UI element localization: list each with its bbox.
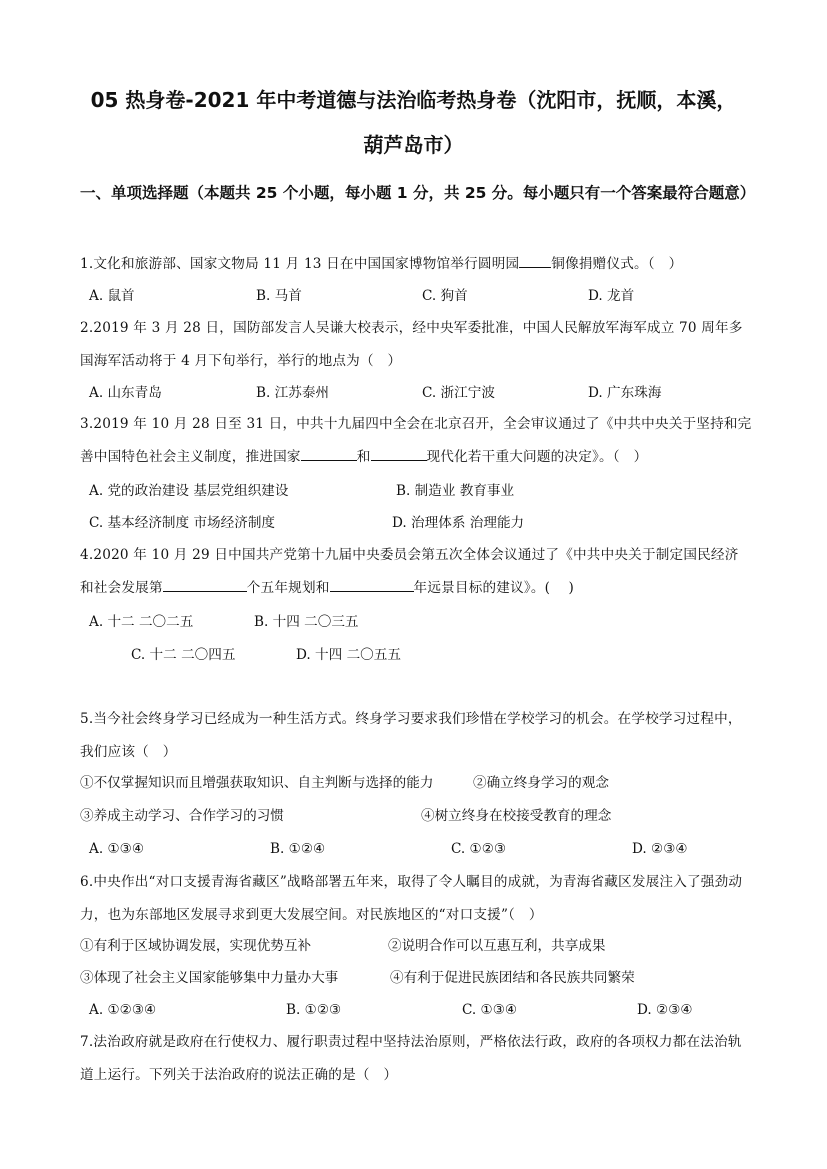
question-5-option-a: A. ①③④ bbox=[89, 841, 145, 857]
question-2-option-d: D. 广东珠海 bbox=[588, 385, 662, 401]
question-6-option-b: B. ①②③ bbox=[286, 1002, 342, 1018]
question-3-option-d: D. 治理体系 治理能力 bbox=[392, 515, 525, 531]
question-5-statement-2: ②确立终身学习的观念 bbox=[473, 775, 609, 791]
question-6-stem: 6.中央作出“对口支援青海省藏区”战略部署五年来，取得了令人瞩目的成就，为青海省藏区发展注入了强劲动力，也为东部地区发展寻求到更大发展空间。对民族地区的“对口支援”（ ） bbox=[80, 874, 743, 923]
question-6-option-c: C. ①③④ bbox=[462, 1002, 518, 1018]
question-6-option-a: A. ①②③④ bbox=[89, 1002, 157, 1018]
question-2-option-a: A. 山东青岛 bbox=[89, 385, 162, 401]
question-1-option-a: A. 鼠首 bbox=[89, 288, 135, 304]
question-1-option-b: B. 马首 bbox=[256, 288, 302, 304]
question-5-option-b: B. ①②④ bbox=[270, 841, 326, 857]
question-3-stem-part-c: 现代化若干重大问题的决定》。（ ） bbox=[426, 449, 648, 465]
question-3-option-c: C. 基本经济制度 市场经济制度 bbox=[89, 515, 276, 531]
question-1-option-c: C. 狗首 bbox=[422, 288, 468, 304]
question-7-stem: 7.法治政府就是政府在行使权力、履行职责过程中坚持法治原则，严格依法行政，政府的各项权力都在法治轨道上运行。下列关于法治政府的说法正确的是（ ） bbox=[80, 1034, 742, 1083]
question-3-option-b: B. 制造业 教育事业 bbox=[396, 483, 515, 499]
question-4-option-b: B. 十四 二〇三五 bbox=[254, 614, 359, 630]
question-6-statement-2: ②说明合作可以互惠互利，共享成果 bbox=[388, 938, 606, 954]
document-title-line2: 葫芦岛市） bbox=[363, 133, 464, 157]
question-3-option-a: A. 党的政治建设 基层党组织建设 bbox=[89, 483, 289, 499]
question-4-stem bbox=[80, 539, 752, 605]
question-2-stem: 2.2019 年 3 月 28 日，国防部发言人吴谦大校表示，经中央军委批准，中国人民解放军海军成立 70 周年多国海军活动将于 4 月下旬举行，举行的地点为（ ） bbox=[80, 320, 743, 369]
question-5-statement-1: ①不仅掌握知识而且增强获取知识、自主判断与选择的能力 bbox=[80, 775, 434, 791]
answer-blank bbox=[371, 446, 427, 461]
question-5-statement-4: ④树立终身在校接受教育的理念 bbox=[421, 808, 612, 824]
question-1-option-d: D. 龙首 bbox=[588, 288, 635, 304]
question-5-statement-3: ③养成主动学习、合作学习的习惯 bbox=[80, 808, 284, 824]
section-heading: 一、单项选择题（本题共 25 个小题，每小题 1 分，共 25 分。每小题只有一个答案最符合题意） bbox=[80, 184, 756, 202]
question-4-option-d: D. 十四 二〇五五 bbox=[296, 647, 401, 663]
question-5-stem: 5.当今社会终身学习已经成为一种生活方式。终身学习要求我们珍惜在学校学习的机会。在学校学习过程中，我们应该（ ） bbox=[80, 711, 742, 760]
question-6-option-d: D. ②③④ bbox=[637, 1002, 693, 1018]
question-1-stem bbox=[80, 248, 752, 281]
question-4-stem-part-b: 个五年规划和 bbox=[246, 580, 330, 596]
question-6-statement-1: ①有利于区域协调发展，实现优势互补 bbox=[80, 938, 312, 954]
answer-blank bbox=[163, 577, 247, 592]
answer-blank bbox=[301, 446, 357, 461]
question-3-stem-part-b: 和 bbox=[356, 449, 371, 465]
answer-blank bbox=[519, 253, 551, 268]
question-3-stem-part-a: 3.2019 年 10 月 28 日至 31 日，中共十九届四中全会在北京召开，全会审议通过了《中共中央关于坚持和完善中国特色社会主义制度，推进国家 bbox=[80, 416, 752, 465]
question-5-option-d: D. ②③④ bbox=[632, 841, 688, 857]
question-4-stem-part-c: 年远景目标的建议》。( ) bbox=[413, 580, 574, 596]
question-1-stem-part-a: 1.文化和旅游部、国家文物局 11 月 13 日在中国国家博物馆举行圆明园 bbox=[80, 256, 520, 272]
answer-blank bbox=[330, 577, 414, 592]
question-6-statement-3: ③体现了社会主义国家能够集中力量办大事 bbox=[80, 970, 339, 986]
question-2-option-b: B. 江苏泰州 bbox=[256, 385, 330, 401]
question-4-stem-part-a: 4.2020 年 10 月 29 日中国共产党第十九届中央委员会第五次全体会议通过了《中共中央关于制定国民经济和社会发展第 bbox=[80, 547, 739, 596]
question-4-option-c: C. 十二 二〇四五 bbox=[131, 647, 236, 663]
question-6-statement-4: ④有利于促进民族团结和各民族共同繁荣 bbox=[390, 970, 635, 986]
question-2-option-c: C. 浙江宁波 bbox=[422, 385, 495, 401]
question-1-stem-part-b: 铜像捐赠仪式。（ ） bbox=[551, 256, 683, 272]
question-5-option-c: C. ①②③ bbox=[451, 841, 507, 857]
question-3-stem bbox=[80, 408, 752, 474]
question-4-option-a: A. 十二 二〇二五 bbox=[89, 614, 194, 630]
document-title-line1: 05 热身卷-2021 年中考道德与法治临考热身卷（沈阳市，抚顺，本溪， bbox=[90, 88, 737, 112]
